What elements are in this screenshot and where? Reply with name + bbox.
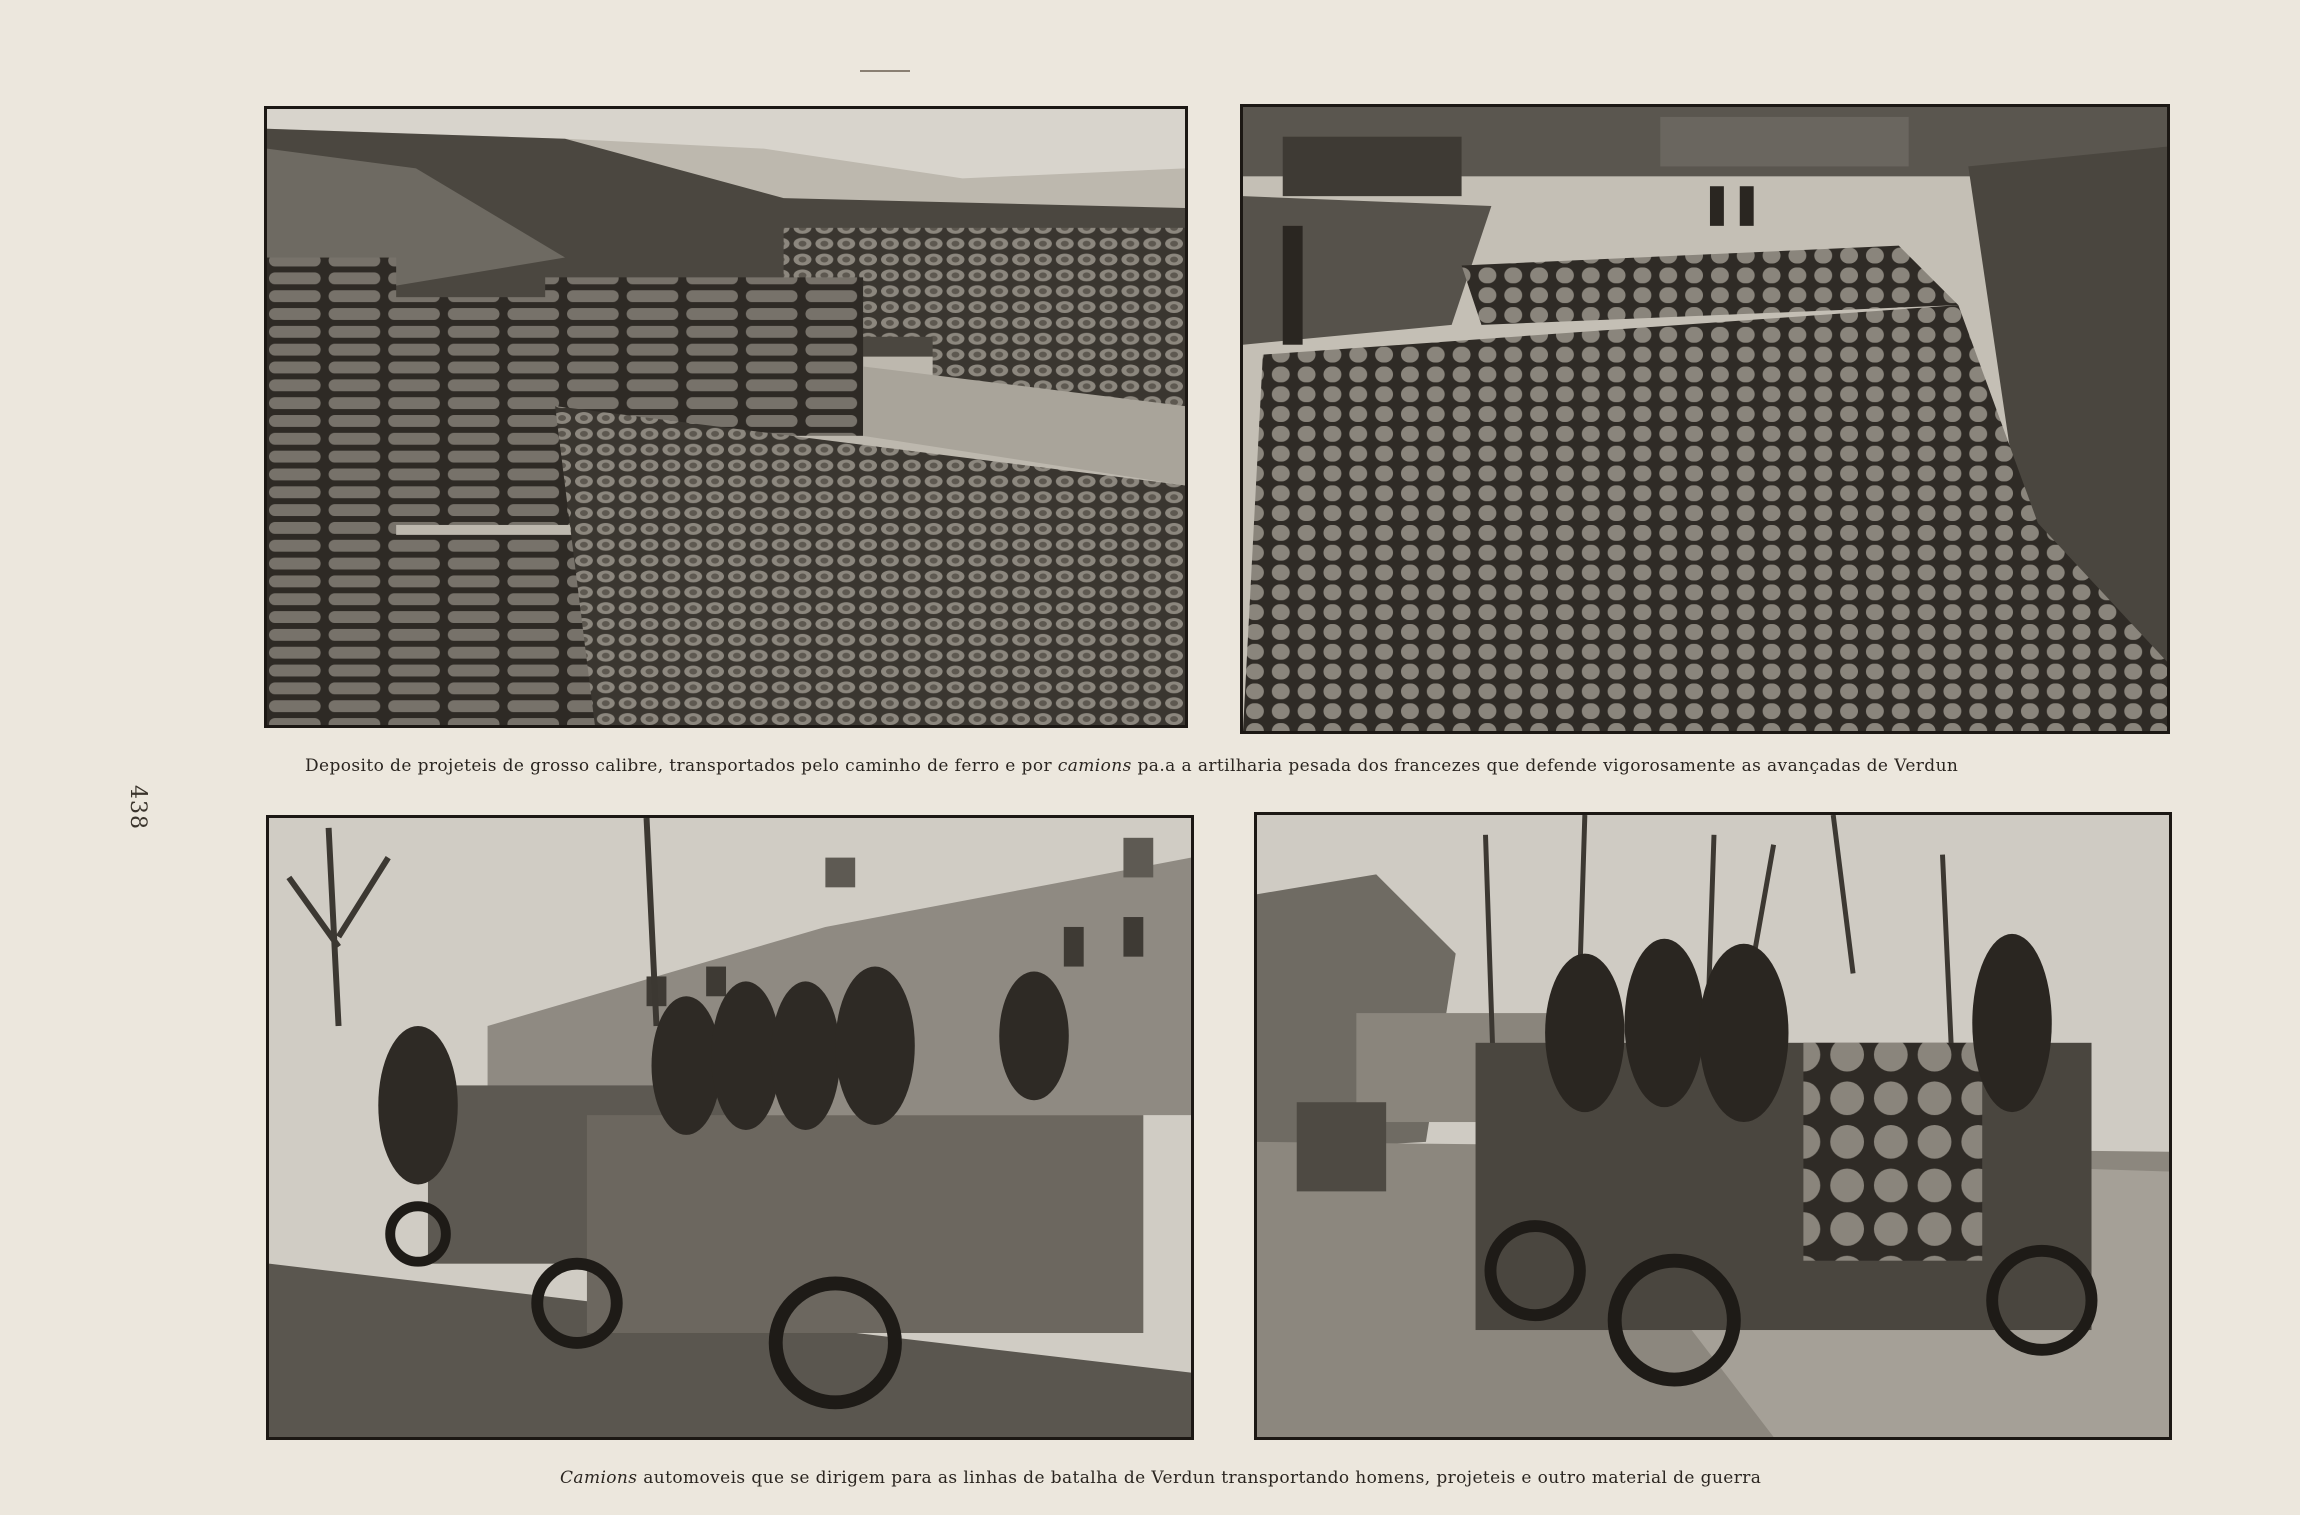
caption-shell-depot: Deposito de projeteis de grosso calibre, transportados pelo caminho de ferro e por camions pa.a a artilharia pesada dos francezes que defende vigorosamente as avançadas de Verdun [305, 756, 1959, 776]
caption-truck-convoy: Camions automoveis que se dirigem para as linhas de batalha de Verdun transportando homens, projeteis e outro material de guerra [560, 1468, 1762, 1488]
decorative-dash [860, 70, 910, 72]
page-number: 438 [125, 785, 150, 830]
photo-shell-depot-right [1240, 104, 2170, 734]
photo-truck-shells-right [1254, 812, 2172, 1440]
photo-truck-convoy-left [266, 815, 1194, 1440]
photo-shell-depot-left [264, 106, 1188, 728]
